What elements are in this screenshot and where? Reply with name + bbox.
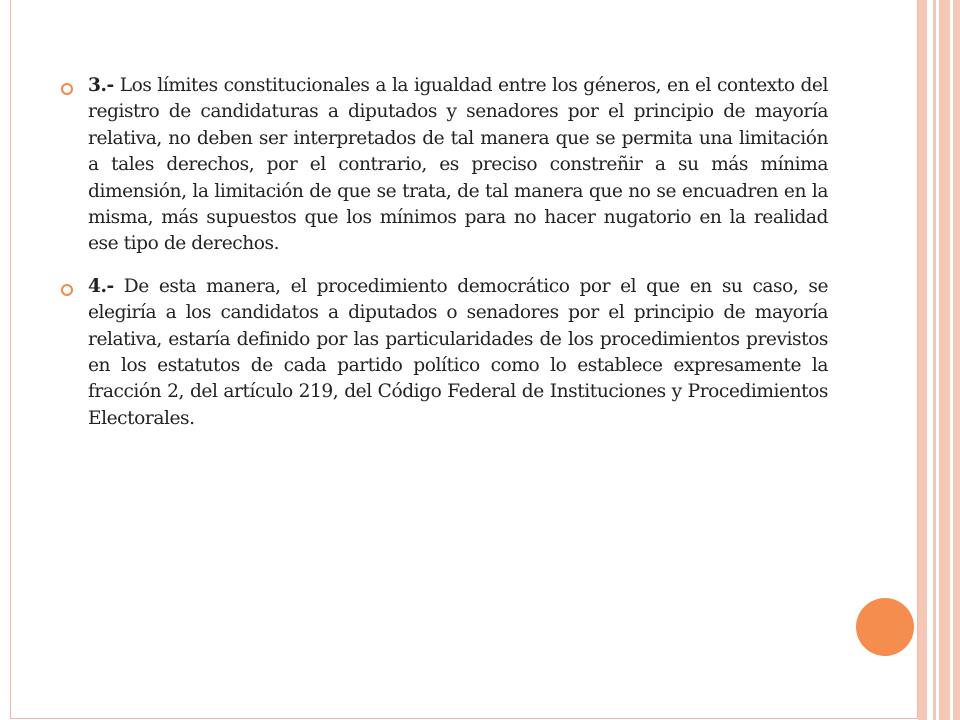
slide-content — [58, 73, 828, 448]
bullet-number: 4.- — [88, 275, 114, 297]
decorative-circle — [856, 598, 914, 656]
bullet-item-4 — [58, 274, 828, 432]
ring-bullet-icon — [61, 83, 73, 95]
decorative-stripe — [953, 0, 960, 720]
bullet-paragraph — [88, 274, 828, 432]
bullet-number: 3.- — [88, 75, 114, 96]
bullet-body-text: De esta manera, el procedimiento democrático por el que en su caso, se elegiría a los candidatos a diputados o senadores por el principio de mayoría relativa, estaría definido por las particularidades de los procedimientos previstos en los estatutos de cada partido político como lo establece expresamente la fracción 2, del artículo 219, del Código Federal de Instituciones y Procedimientos Electorales. — [88, 275, 828, 429]
bullet-body-text: Los límites constitucionales a la igualdad entre los géneros, en el contexto del registro de candidaturas a diputados y senadores por el principio de mayoría relativa, no deben ser interpretados de tal manera que se permita una limitación a tales derechos, por el contrario, es preciso constreñir a su más mínima dimensión, la limitación de que se trata, de tal manera que no se encuadren en la misma, más supuestos que los mínimos para no hacer nugatorio en la realidad ese tipo de derechos. — [88, 75, 828, 255]
decorative-stripe — [939, 0, 950, 720]
bullet-paragraph — [88, 73, 828, 258]
ring-bullet-icon — [61, 284, 73, 296]
decorative-stripe — [918, 0, 927, 720]
bullet-item-3 — [58, 73, 828, 258]
